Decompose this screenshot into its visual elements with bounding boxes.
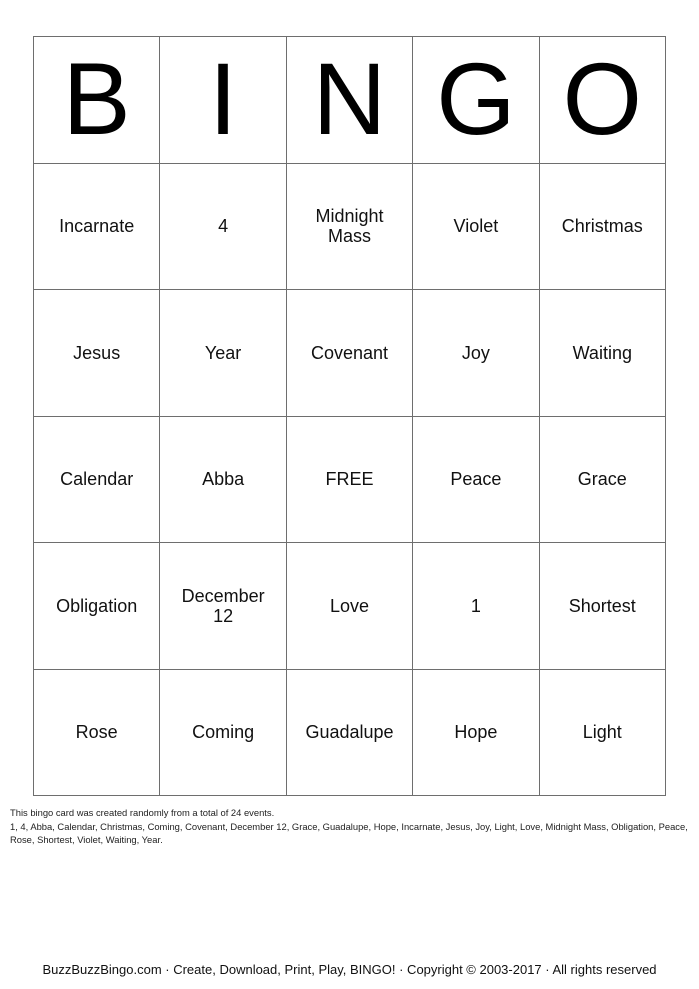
bingo-square xyxy=(34,417,160,544)
bingo-square xyxy=(287,290,413,417)
square-label: Midnight Mass xyxy=(315,206,384,247)
square-label: Jesus xyxy=(73,342,121,363)
bingo-square xyxy=(540,417,666,544)
square-label: Covenant xyxy=(310,342,389,363)
square-label: Peace xyxy=(450,469,502,490)
bingo-square xyxy=(34,670,160,797)
bingo-square xyxy=(160,164,286,291)
square-label: Hope xyxy=(454,722,498,743)
square-label: Incarnate xyxy=(59,216,135,237)
square-label: Guadalupe xyxy=(305,722,394,743)
square-label: Rose xyxy=(75,722,118,743)
header-letter-i: I xyxy=(160,37,286,164)
square-label: Christmas xyxy=(561,216,643,237)
square-label: 4 xyxy=(218,216,229,237)
square-label: December 12 xyxy=(181,585,265,626)
square-label: Abba xyxy=(202,469,245,490)
bingo-square xyxy=(413,670,539,797)
square-label: 1 xyxy=(470,595,481,616)
square-label: Grace xyxy=(577,469,627,490)
bingo-square xyxy=(540,670,666,797)
bingo-square xyxy=(287,670,413,797)
copyright-footer: BuzzBuzzBingo.com · Create, Download, Print, Play, BINGO! · Copyright © 2003-2017 · All rights reserved xyxy=(42,962,657,977)
square-label: Year xyxy=(204,342,242,363)
header-letter-o: O xyxy=(540,37,666,164)
bingo-square xyxy=(34,543,160,670)
events-list-text: 1, 4, Abba, Calendar, Christmas, Coming, Covenant, December 12, Grace, Guadalupe, Hope, Incarnate, Jesus, Joy, Light, Love, Midnight Mass, Obligation, Peace, Rose, Shortest, Violet, Waiting, Year. xyxy=(10,820,688,845)
bingo-square xyxy=(160,290,286,417)
square-label: Light xyxy=(582,722,622,743)
bingo-square xyxy=(540,164,666,291)
bingo-square xyxy=(287,164,413,291)
header-letter-g: G xyxy=(413,37,539,164)
square-label: Violet xyxy=(453,216,499,237)
square-label: Love xyxy=(329,595,370,616)
square-label: Shortest xyxy=(568,595,636,616)
bingo-square xyxy=(160,417,286,544)
bingo-card xyxy=(33,36,666,796)
square-label: Obligation xyxy=(56,595,138,616)
square-label: Waiting xyxy=(572,342,632,363)
bingo-square xyxy=(413,543,539,670)
bingo-square xyxy=(287,543,413,670)
free-square xyxy=(287,417,413,544)
square-label: FREE xyxy=(325,469,374,490)
square-label: Joy xyxy=(461,342,490,363)
bingo-square xyxy=(413,417,539,544)
events-total-text: This bingo card was created randomly from a total of 24 events. xyxy=(10,807,275,818)
bingo-square xyxy=(34,164,160,291)
card-info-note xyxy=(10,806,690,847)
header-letter-b: B xyxy=(34,37,160,164)
header-letter-n: N xyxy=(287,37,413,164)
square-label: Calendar xyxy=(60,469,134,490)
bingo-square xyxy=(540,290,666,417)
bingo-square xyxy=(540,543,666,670)
bingo-square xyxy=(160,543,286,670)
bingo-square xyxy=(160,670,286,797)
square-label: Coming xyxy=(192,722,255,743)
bingo-square xyxy=(413,164,539,291)
bingo-square xyxy=(413,290,539,417)
bingo-square xyxy=(34,290,160,417)
